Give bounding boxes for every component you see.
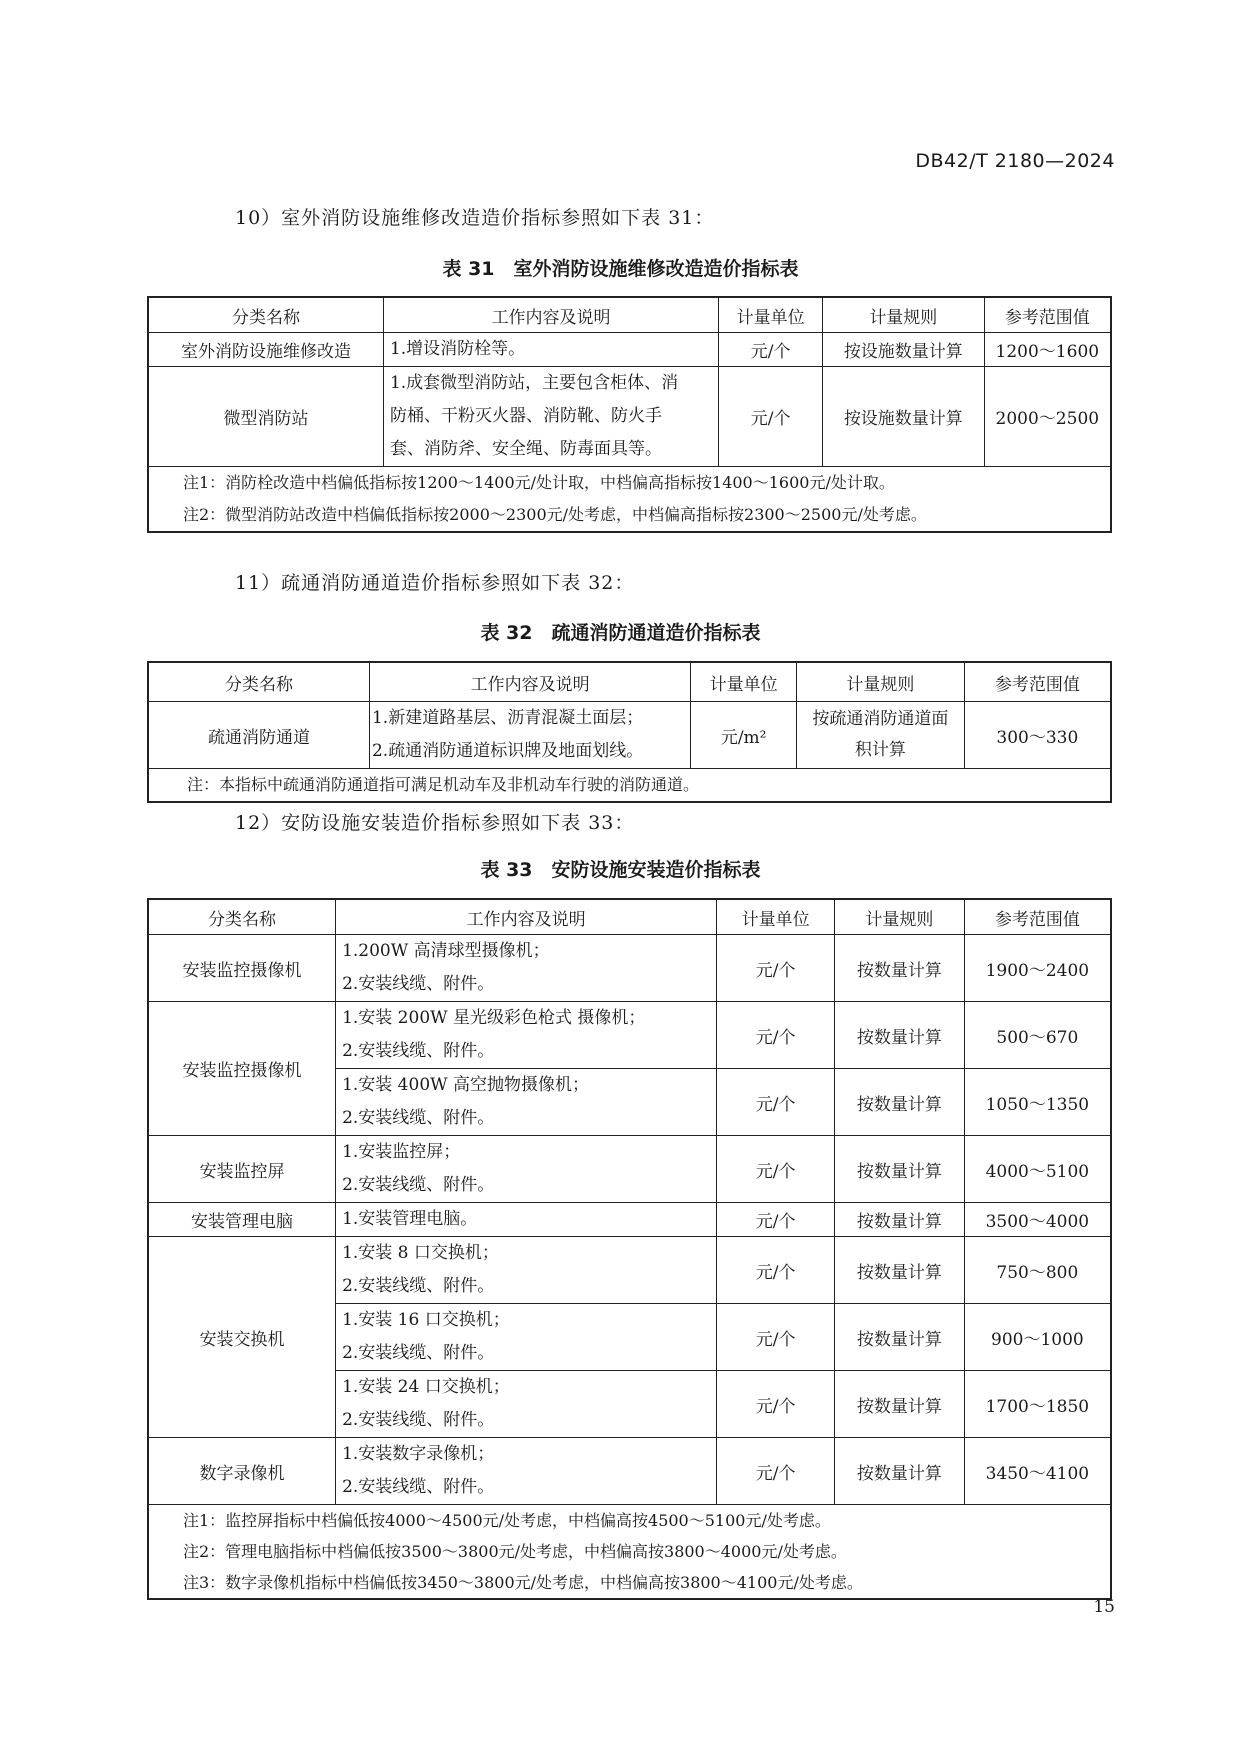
table-row	[148, 1438, 1111, 1505]
table-header-row	[148, 899, 1111, 935]
header-cell: 计量规则	[797, 662, 965, 702]
notes-row	[148, 467, 1111, 533]
work-content	[336, 1304, 717, 1371]
work-content	[336, 1203, 717, 1237]
header-cell: 计量单位	[717, 899, 835, 935]
page-number: 15	[1093, 1597, 1115, 1617]
work-content	[336, 1069, 717, 1136]
rule: 按设施数量计算	[823, 367, 985, 467]
range: 1200～1600	[984, 333, 1111, 367]
note: 注3：数字录像机指标中档偏低按3450～3800元/处考虑，中档偏高按3800～4100元/处考虑。	[183, 1573, 863, 1592]
category-name: 安装监控屏	[148, 1136, 336, 1203]
content-line: 1.增设消防栓等。	[389, 339, 526, 359]
table33	[147, 898, 1112, 1600]
table-header-row	[148, 662, 1111, 702]
rule: 按设施数量计算	[823, 333, 985, 367]
section-12-intro: 12）安防设施安装造价指标参照如下表 33：	[235, 812, 635, 834]
unit: 元/个	[719, 333, 823, 367]
table-row	[148, 367, 1111, 467]
work-content	[336, 935, 717, 1002]
category-name: 微型消防站	[148, 367, 383, 467]
notes-row	[148, 1505, 1111, 1600]
content-line: 防桶、干粉灭火器、消防靴、防火手	[389, 406, 662, 426]
header-cell: 分类名称	[148, 662, 369, 702]
table31	[147, 296, 1112, 533]
table-row	[148, 1136, 1111, 1203]
unit: 元/个	[717, 1438, 835, 1505]
content-line: 1.安装 400W 高空抛物摄像机；	[342, 1075, 590, 1095]
range: 1700～1850	[964, 1371, 1111, 1438]
content-line: 2.安装线缆、附件。	[342, 1041, 495, 1061]
content-line: 2.安装线缆、附件。	[342, 1343, 495, 1363]
work-content	[336, 1136, 717, 1203]
note: 注1：监控屏指标中档偏低按4000～4500元/处考虑，中档偏高按4500～5100元/处考虑。	[183, 1511, 831, 1530]
rule: 按数量计算	[835, 1304, 965, 1371]
rule: 按数量计算	[835, 1237, 965, 1304]
unit: 元/个	[717, 1002, 835, 1069]
header-cell: 工作内容及说明	[336, 899, 717, 935]
content-line: 套、消防斧、安全绳、防毒面具等。	[389, 439, 662, 459]
category-name: 数字录像机	[148, 1438, 336, 1505]
category-name: 安装监控摄像机	[148, 1002, 336, 1136]
range: 2000～2500	[984, 367, 1111, 467]
unit: 元/m²	[691, 702, 797, 769]
work-content	[336, 1438, 717, 1505]
work-content	[336, 1002, 717, 1069]
notes-cell	[148, 769, 1111, 803]
header-cell: 分类名称	[148, 899, 336, 935]
unit: 元/个	[717, 1069, 835, 1136]
work-content	[336, 1371, 717, 1438]
rule: 按数量计算	[835, 1069, 965, 1136]
rule: 按数量计算	[835, 1371, 965, 1438]
category-name: 安装管理电脑	[148, 1203, 336, 1237]
range: 300～330	[964, 702, 1111, 769]
work-content	[369, 702, 690, 769]
notes-cell	[148, 1505, 1111, 1600]
content-line: 2.安装线缆、附件。	[342, 974, 495, 994]
unit: 元/个	[717, 1371, 835, 1438]
header-cell: 参考范围值	[984, 297, 1111, 333]
document-id: DB42/T 2180—2024	[915, 150, 1115, 172]
note: 注1：消防栓改造中档偏低指标按1200～1400元/处计取，中档偏高指标按1400～1600元/处计取。	[183, 473, 895, 492]
header-cell: 工作内容及说明	[369, 662, 690, 702]
category-name: 安装监控摄像机	[148, 935, 336, 1002]
section-11-intro: 11）疏通消防通道造价指标参照如下表 32：	[235, 572, 635, 594]
table-row	[148, 702, 1111, 769]
unit: 元/个	[717, 1136, 835, 1203]
table-row	[148, 1002, 1111, 1069]
range: 900～1000	[964, 1304, 1111, 1371]
content-line: 1.安装 8 口交换机；	[342, 1243, 499, 1263]
section-10-intro: 10）室外消防设施维修改造造价指标参照如下表 31：	[235, 207, 715, 229]
note: 注：本指标中疏通消防通道指可满足机动车及非机动车行驶的消防通道。	[187, 775, 700, 794]
table-row	[148, 1203, 1111, 1237]
content-line: 1.安装监控屏；	[342, 1142, 461, 1162]
unit: 元/个	[717, 935, 835, 1002]
rule-line: 按疏通消防通道面	[812, 709, 949, 729]
range: 3450～4100	[964, 1438, 1111, 1505]
table-row	[148, 333, 1111, 367]
table32-caption: 表 32 疏通消防通道造价指标表	[480, 622, 761, 644]
content-line: 2.安装线缆、附件。	[342, 1108, 495, 1128]
table-row	[148, 1237, 1111, 1304]
rule: 按数量计算	[835, 935, 965, 1002]
header-cell: 计量单位	[691, 662, 797, 702]
table-header-row	[148, 297, 1111, 333]
table33-caption: 表 33 安防设施安装造价指标表	[480, 859, 761, 881]
content-line: 1.安装数字录像机；	[342, 1444, 495, 1464]
content-line: 1.新建道路基层、沥青混凝土面层；	[371, 708, 644, 728]
work-content	[383, 367, 718, 467]
header-cell: 计量规则	[835, 899, 965, 935]
category-name: 疏通消防通道	[148, 702, 369, 769]
range: 1900～2400	[964, 935, 1111, 1002]
range: 500～670	[964, 1002, 1111, 1069]
header-cell: 计量单位	[719, 297, 823, 333]
note: 注2：管理电脑指标中档偏低按3500～3800元/处考虑，中档偏高按3800～4000元/处考虑。	[183, 1542, 847, 1561]
range: 3500～4000	[964, 1203, 1111, 1237]
header-cell: 参考范围值	[964, 899, 1111, 935]
content-line: 2.安装线缆、附件。	[342, 1175, 495, 1195]
rule: 按数量计算	[835, 1002, 965, 1069]
unit: 元/个	[717, 1203, 835, 1237]
content-line: 2.安装线缆、附件。	[342, 1477, 495, 1497]
content-line: 1.安装 24 口交换机；	[342, 1377, 510, 1397]
content-line: 2.安装线缆、附件。	[342, 1410, 495, 1430]
table-row	[148, 935, 1111, 1002]
header-cell: 工作内容及说明	[383, 297, 718, 333]
category-name: 安装交换机	[148, 1237, 336, 1438]
range: 4000～5100	[964, 1136, 1111, 1203]
content-line: 1.成套微型消防站，主要包含柜体、消	[389, 373, 679, 393]
rule: 按数量计算	[835, 1136, 965, 1203]
range: 750～800	[964, 1237, 1111, 1304]
header-cell: 计量规则	[823, 297, 985, 333]
content-line: 2.疏通消防通道标识牌及地面划线。	[371, 741, 644, 761]
notes-row	[148, 769, 1111, 803]
notes-cell	[148, 467, 1111, 533]
table32	[147, 661, 1112, 803]
rule-line: 积计算	[854, 740, 906, 760]
range: 1050～1350	[964, 1069, 1111, 1136]
content-line: 1.安装 200W 星光级彩色枪式 摄像机；	[342, 1008, 646, 1028]
content-line: 1.200W 高清球型摄像机；	[342, 941, 550, 961]
unit: 元/个	[717, 1304, 835, 1371]
category-name: 室外消防设施维修改造	[148, 333, 383, 367]
rule	[797, 702, 965, 769]
table31-caption: 表 31 室外消防设施维修改造造价指标表	[442, 258, 799, 280]
work-content	[336, 1237, 717, 1304]
note: 注2：微型消防站改造中档偏低指标按2000～2300元/处考虑，中档偏高指标按2300～2500元/处考虑。	[183, 505, 927, 524]
content-line: 2.安装线缆、附件。	[342, 1276, 495, 1296]
rule: 按数量计算	[835, 1438, 965, 1505]
header-cell: 参考范围值	[964, 662, 1111, 702]
unit: 元/个	[717, 1237, 835, 1304]
content-line: 1.安装 16 口交换机；	[342, 1310, 510, 1330]
header-cell: 分类名称	[148, 297, 383, 333]
rule: 按数量计算	[835, 1203, 965, 1237]
work-content	[383, 333, 718, 367]
content-line: 1.安装管理电脑。	[342, 1209, 478, 1229]
unit: 元/个	[719, 367, 823, 467]
